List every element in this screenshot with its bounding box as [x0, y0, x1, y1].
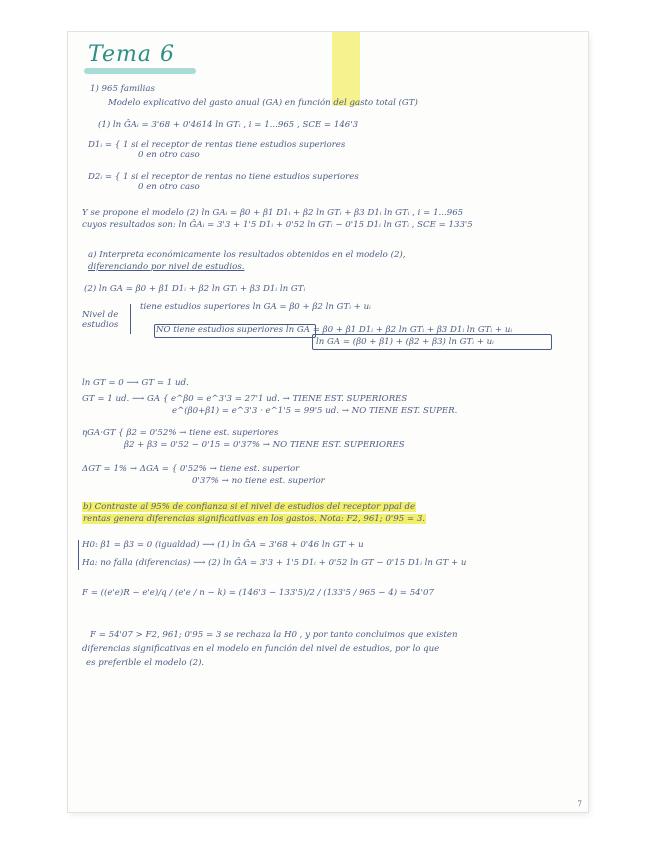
- with-higher-education-case: tiene estudios superiores ln GA = β0 + β2 ln GTᵢ + uᵢ: [140, 302, 371, 312]
- page-title: Tema 6: [88, 42, 175, 67]
- no-higher-education-case: NO tiene estudios superiores ln GA = β0 + β1 D1ᵢ + β2 ln GTᵢ + β3 D1ᵢ ln GTᵢ + uᵢ: [156, 325, 513, 335]
- log-gt-zero: ln GT = 0 ⟶ GT = 1 ud.: [82, 378, 189, 388]
- education-brace: [130, 304, 131, 334]
- question-b-highlight: b) Contraste al 95% de confianza si el nivel de estudios del receptor ppal de: [83, 502, 416, 512]
- question-b-cont-highlight: rentas genera diferencias significativas en los gastos. Nota: F2, 961; 0'95 = 3.: [83, 514, 426, 524]
- notebook-page: [68, 32, 588, 812]
- elasticity-without-higher: β2 + β3 = 0'52 − 0'15 = 0'37% → NO TIENE EST. SUPERIORES: [124, 440, 405, 450]
- page-number: 7: [577, 800, 582, 808]
- dummy-d1-definition: D1ᵢ = { 1 si el receptor de rentas tiene estudios superiores: [88, 140, 346, 150]
- elasticity-with-higher: ηGA·GT { β2 = 0'52% → tiene est. superiores: [82, 428, 279, 438]
- question-a: a) Interpreta económicamente los resultados obtenidos en el modelo (2),: [88, 250, 406, 260]
- ga-level-with-higher: GT = 1 ud. ⟶ GA { e^β0 = e^3'3 = 27'1 ud. → TIENE EST. SUPERIORES: [82, 394, 408, 404]
- model-description: Modelo explicativo del gasto anual (GA) en función del gasto total (GT): [108, 98, 418, 108]
- question-b-cont: [82, 514, 426, 524]
- conclusion-1: F = 54'07 > F2, 961; 0'95 = 3 se rechaza la H0 , y por tanto concluimos que existen: [90, 630, 458, 640]
- null-hypothesis: H0: β1 = β3 = 0 (igualdad) ⟶ (1) ln ĜA = 3'68 + 0'46 ln GT + u: [82, 540, 364, 550]
- model-2-equation: Y se propone el modelo (2) ln GAᵢ = β0 + β1 D1ᵢ + β2 ln GTᵢ + β3 D1ᵢ ln GTᵢ , i = 1...965: [82, 208, 464, 218]
- delta-without-higher: 0'37% → no tiene est. superior: [192, 476, 325, 486]
- dummy-d1-else: 0 en otro caso: [138, 150, 200, 160]
- exercise-header: 1) 965 familias: [90, 84, 155, 94]
- yellow-tab-marker: [332, 32, 360, 106]
- education-label-1: Nivel de: [82, 310, 119, 320]
- model-1-equation: (1) ln ĜAᵢ = 3'68 + 0'4614 ln GTᵢ , i = 1...965 , SCE = 146'3: [98, 120, 359, 130]
- title-highlight: [84, 68, 196, 74]
- conclusion-3: es preferible el modelo (2).: [86, 658, 205, 668]
- hypothesis-brace: [78, 540, 79, 570]
- question-b: [82, 502, 416, 512]
- model-2-restated: (2) ln GA = β0 + β1 D1ᵢ + β2 ln GTᵢ + β3 D1ᵢ ln GTᵢ: [84, 284, 306, 294]
- conclusion-2: diferencias significativas en el modelo en función del nivel de estudios, por lo que: [82, 644, 440, 654]
- question-a-cont: diferenciando por nivel de estudios.: [88, 262, 245, 272]
- education-label-2: estudios: [82, 320, 119, 330]
- model-2-results: cuyos resultados son: ln ĜAᵢ = 3'3 + 1'5 D1ᵢ + 0'52 ln GTᵢ − 0'15 D1ᵢ ln GTᵢ , SCE = 133'5: [82, 220, 473, 230]
- dummy-d2-else: 0 en otro caso: [138, 182, 200, 192]
- dummy-d2-definition: D2ᵢ = { 1 si el receptor de rentas no tiene estudios superiores: [88, 172, 359, 182]
- simplified-model: ln GA = (β0 + β1) + (β2 + β3) ln GTᵢ + uᵢ: [316, 337, 494, 347]
- f-statistic-computation: F = ((e'e)R − e'e)/q / (e'e / n − k) = (146'3 − 133'5)/2 / (133'5 / 965 − 4) = 54'07: [82, 588, 434, 598]
- delta-with-higher: ΔGT = 1% → ΔGA = { 0'52% → tiene est. superior: [82, 464, 300, 474]
- alternative-hypothesis: Ha: no falla (diferencias) ⟶ (2) ln ĜA = 3'3 + 1'5 D1ᵢ + 0'52 ln GT − 0'15 D1ᵢ ln GT + u: [82, 558, 467, 568]
- ga-level-without-higher: e^(β0+β1) = e^3'3 · e^1'5 = 99'5 ud. → NO TIENE EST. SUPER.: [172, 406, 458, 416]
